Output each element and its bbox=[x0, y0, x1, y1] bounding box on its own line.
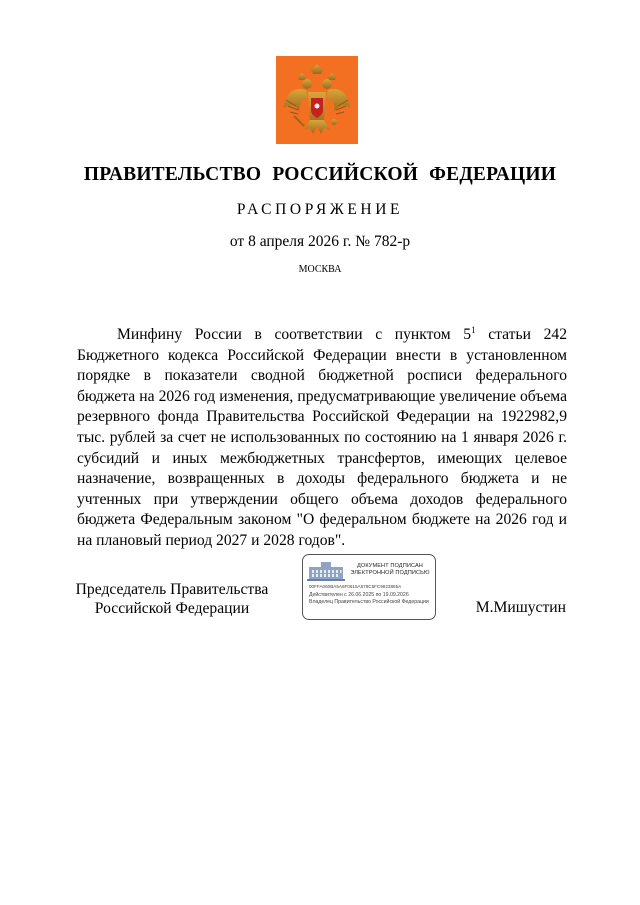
certificate-validity: Действителен с 26.06.2025 по 19.09.2026 bbox=[309, 592, 409, 598]
stamp-title-line1: ДОКУМЕНТ ПОДПИСАН bbox=[357, 563, 423, 569]
body-text-part1: Минфину России в соответствии с пунктом 5 bbox=[117, 326, 472, 343]
stamp-title-line2: ЭЛЕКТРОННОЙ ПОДПИСЬЮ bbox=[350, 570, 430, 576]
signatory-position-line1: Председатель Правительства bbox=[75, 581, 269, 598]
certificate-serial: 00FFA060BA5A6F0615A578C5FC9823865A bbox=[309, 584, 402, 589]
order-body-text bbox=[77, 325, 567, 552]
document-date-number: от 8 апреля 2026 г. № 782-р bbox=[229, 233, 411, 250]
coat-of-arms-icon bbox=[276, 56, 358, 144]
document-city: МОСКВА bbox=[298, 264, 342, 275]
electronic-signature-stamp bbox=[302, 554, 436, 620]
certificate-owner: Владелец Правительство Российской Федерации bbox=[309, 599, 429, 605]
signatory-position-line2: Российской Федерации bbox=[94, 600, 250, 617]
organization-title: ПРАВИТЕЛЬСТВО РОССИЙСКОЙ ФЕДЕРАЦИИ bbox=[83, 164, 557, 185]
signatory-name: М.Мишустин bbox=[475, 599, 566, 616]
government-building-icon bbox=[307, 561, 345, 581]
body-text-part2: статьи 242 Бюджетного кодекса Российской Федерации внести в установленном порядке в показатели сводной бюджетной росписи федерального бюджета на 2026 год изменения, предусматривающие увеличение объема резервного фонда Правительства Российской Федерации на 1922982,9 тыс. рублей за счет не использованных по состоянию на 1 января 2026 г. субсидий и иных межбюджетных трансфертов, имеющих целевое назначение, возвращенных в доходы федерального бюджета и не учтенных при утверждении общего объема доходов федерального бюджета Федеральным законом "О федеральном бюджете на 2026 год и на плановый период 2027 и 2028 годов". bbox=[77, 326, 567, 549]
document-type: РАСПОРЯЖЕНИЕ bbox=[236, 201, 404, 218]
body-text-superscript: 1 bbox=[471, 325, 476, 335]
stamp-title bbox=[347, 563, 433, 577]
signatory-position bbox=[72, 580, 272, 618]
